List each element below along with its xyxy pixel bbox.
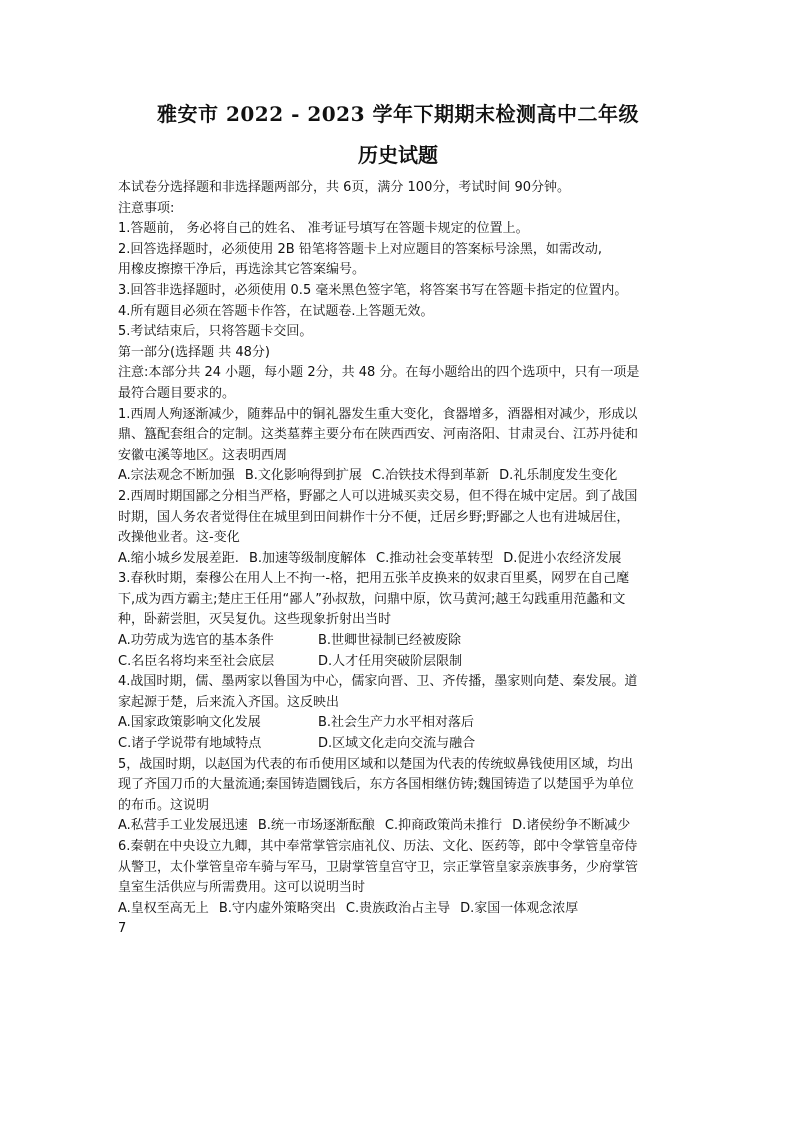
question-1 — [118, 405, 678, 487]
question-4 — [118, 672, 678, 754]
question-6 — [118, 837, 678, 919]
option-b: B.世卿世禄制已经被废除 — [318, 633, 462, 649]
question-stem-line: 6.秦朝在中央设立九卿，其中奉常掌管宗庙礼仪、历法、文化、医药等，郎中令掌管皇帝侍 — [118, 839, 638, 854]
notice-item: 4.所有题目必须在答题卡作答，在试题卷.上答题无效。 — [118, 303, 434, 319]
question-stem-line: 的布币。这说明 — [118, 797, 210, 813]
option-b: B.文化影响得到扩展 — [244, 468, 362, 484]
option-row — [118, 652, 678, 673]
option-d: D.区域文化走向交流与融合 — [318, 736, 476, 752]
option-a: A.皇权至高无上 — [118, 900, 209, 916]
exam-page — [118, 100, 678, 939]
option-d: D.家国一体观念浓厚 — [460, 900, 579, 916]
option-d: D.人才任用突破阶层限制 — [318, 653, 463, 669]
question-stem-line: 1.西周人殉逐渐减少，随葬品中的铜礼器发生重大变化，食器增多，酒器相对减少，形成以 — [118, 406, 638, 422]
exam-subtitle: 历史试题 — [358, 143, 438, 167]
option-a: A.国家政策影响文化发展 — [118, 715, 261, 731]
question-stem-line: 从警卫，太仆掌管皇帝车骑与军马，卫尉掌管皇宫守卫，宗正掌管皇家亲族事务，少府掌管 — [118, 859, 639, 875]
question-stem-line: 皇室生活供应与所需费用。这可以说明当时 — [118, 880, 366, 896]
option-c: C.推动社会变革转型 — [376, 550, 494, 566]
option-row — [118, 549, 678, 570]
question-3 — [118, 569, 678, 672]
option-d: D.促进小农经济发展 — [503, 550, 622, 566]
notice-heading: 注意事项: — [118, 200, 175, 216]
option-b: B.守内虚外策略突出 — [218, 900, 336, 916]
question-stem-line: 改操他业者。这-变化 — [118, 530, 240, 546]
intro-section — [118, 178, 678, 343]
page-number: 7 — [118, 921, 127, 937]
question-stem-line: 种，卧薪尝胆，灭吴复仇。这些现象折射出当时 — [118, 612, 392, 628]
option-b: B.统一市场逐渐酝酿 — [257, 818, 375, 834]
question-stem-line: 家起源于楚，后来流入齐国。这反映出 — [118, 694, 340, 710]
option-row — [118, 466, 678, 487]
question-stem-line: 安徽屯溪等地区。这表明西周 — [118, 447, 288, 463]
option-c: C.诸子学说带有地域特点 — [118, 736, 262, 752]
part-one-section — [118, 343, 678, 405]
option-a: A.宗法观念不断加强 — [118, 468, 235, 484]
option-b: B.社会生产力水平相对落后 — [318, 715, 475, 731]
instruction-line: 注意:本部分共 24 小题，每小题 2分，共 48 分。在每小题给出的四个选项中，只有一项是 — [118, 365, 640, 381]
option-row — [118, 734, 678, 755]
question-stem-line: 鼎、簋配套组合的定制。这类墓葬主要分布在陕西西安、河南洛阳、甘肃灵台、江苏丹徒和 — [118, 427, 639, 443]
option-d: D.礼乐制度发生变化 — [499, 468, 618, 484]
option-c: C.冶铁技术得到革新 — [371, 468, 490, 484]
option-row — [118, 713, 678, 734]
option-b: B.加速等级制度解体 — [248, 550, 366, 566]
notice-item: 3.回答非选择题时，必须使用 0.5 毫米黑色签字笔，将答案书写在答题卡指定的位置内。 — [118, 282, 628, 298]
part-one-heading: 第一部分(选择题 共 48分) — [118, 344, 270, 360]
option-a: A.功劳成为选官的基本条件 — [118, 633, 274, 649]
question-stem-line: 4.战国时期，儒、墨两家以鲁国为中心，儒家向晋、卫、齐传播，墨家则向楚、秦发展。道 — [118, 674, 638, 690]
question-stem-line: 3.春秋时期，秦穆公在用人上不拘一-格，把用五张羊皮换来的奴隶百里奚，网罗在自己麾 — [118, 571, 630, 587]
option-c: C.贵族政治占主导 — [345, 900, 451, 916]
option-row — [118, 816, 678, 837]
question-list — [118, 405, 678, 920]
notice-item: 2.回答选择题时，必须使用 2B 铅笔将答题卡上对应题目的答案标号涂黑，如需改动, — [118, 241, 602, 257]
option-a: A.私营手工业发展迅速 — [118, 818, 248, 834]
instruction-line: 最符合题目要求的。 — [118, 385, 236, 401]
option-c: C.名臣名将均来至社会底层 — [118, 653, 275, 669]
question-stem-line: 5，战国时期，以赵国为代表的布币使用区域和以楚国为代表的传统蚁鼻钱使用区域，均出 — [118, 756, 634, 772]
question-5 — [118, 755, 678, 837]
exam-title: 雅安市 2022 - 2023 学年下期期末检测高中二年级 — [157, 102, 639, 126]
option-row — [118, 899, 678, 920]
question-stem-line: 现了齐国刀币的大量流通;秦国铸造圜钱后，东方各国相继仿铸;魏国铸造了以楚国乎为单位 — [118, 777, 634, 793]
question-stem-line: 2.西周时期国鄙之分相当严格，野鄙之人可以进城买卖交易，但不得在城中定居。到了战国 — [118, 488, 638, 504]
option-d: D.诸侯纷争不断减少 — [512, 818, 631, 834]
notice-item: 用橡皮擦擦干净后，再选涂其它答案编号。 — [118, 262, 366, 278]
part-one-instructions — [118, 363, 678, 404]
question-stem-line: 下,成为西方霸主;楚庄王任用“鄙人”孙叔敖，问鼎中原，饮马黄河;越王勾践重用范蠡和文 — [118, 591, 626, 607]
exam-summary: 本试卷分选择题和非选择题两部分，共 6页，满分 100分，考试时间 90分钟。 — [118, 180, 571, 195]
option-a: A.缩小城乡发展差距. — [118, 550, 239, 566]
notice-item: 5.考试结束后，只将答题卡交回。 — [118, 324, 313, 340]
option-row — [118, 631, 678, 652]
notice-list — [118, 219, 678, 343]
question-stem-line: 时期，国人务农者觉得住在城里到田间耕作十分不便，迁居乡野;野鄙之人也有进城居住， — [118, 509, 630, 525]
option-c: C.抑商政策尚未推行 — [384, 818, 503, 834]
notice-item: 1.答题前， 务必将自己的姓名、 准考证号填写在答题卡规定的位置上。 — [118, 221, 529, 237]
question-2 — [118, 487, 678, 569]
